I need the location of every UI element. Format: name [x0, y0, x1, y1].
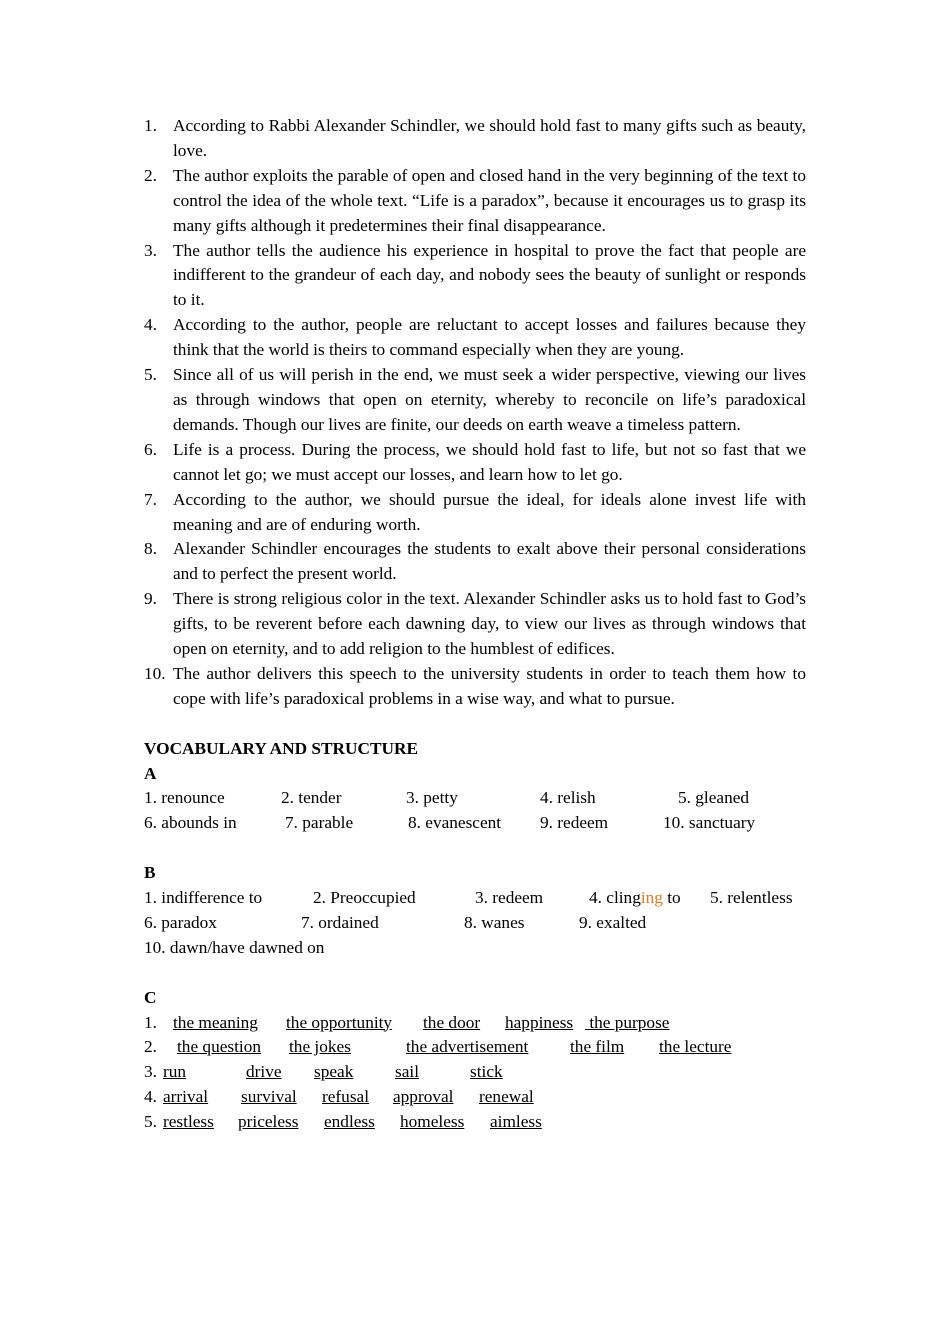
item-text: Alexander Schindler encourages the students to exalt above their personal considerations and to perfect the present world. [173, 539, 806, 584]
item-text: The author delivers this speech to the university students in order to teach them how to cope with life’s paradoxical problems in a wise way, and what to pursue. [173, 663, 806, 708]
vocab-item: 10. sanctuary [663, 813, 756, 833]
phrase-item: arrival [163, 1087, 209, 1107]
part-c-row-1 [144, 1011, 806, 1036]
list-item [144, 438, 806, 488]
vocab-item: 6. abounds in [144, 813, 237, 833]
item-text: The author tells the audience his experience in hospital to prove the fact that people are indifferent to the grandeur of each day, and nobody sees the beauty of sunlight or responds to it. [173, 240, 806, 310]
vocab-item: 8. wanes [464, 912, 525, 932]
item-number: 8. [144, 539, 157, 559]
phrase-item: aimless [490, 1112, 542, 1132]
vocab-item: 6. paradox [144, 912, 217, 932]
part-b-row-2 [144, 911, 806, 936]
vocab-item: 8. evanescent [408, 813, 502, 833]
vocab-item: 3. petty [406, 788, 458, 808]
item-text: According to the author, people are reluctant to accept losses and failures because they think that the world is theirs to command especially when they are young. [173, 315, 806, 360]
phrase-item: the lecture [659, 1037, 732, 1057]
phrase-item: the opportunity [286, 1012, 393, 1032]
part-c-row-5 [144, 1110, 806, 1135]
vocab-item-tail: to [662, 888, 681, 908]
list-item [144, 587, 806, 662]
part-c-row-2 [144, 1035, 806, 1060]
vocab-item: 9. exalted [579, 912, 647, 932]
item-number: 1. [144, 116, 157, 135]
phrase-item: the door [423, 1012, 481, 1032]
phrase-item: the purpose [585, 1012, 670, 1032]
phrase-item: restless [163, 1112, 214, 1132]
vocab-item: 1. indifference to [144, 888, 263, 908]
row-number: 3. [144, 1062, 157, 1082]
phrase-item: the advertisement [406, 1037, 529, 1057]
list-item [144, 488, 806, 538]
item-text: Since all of us will perish in the end, we must seek a wider perspective, viewing our lives as through windows that open on eternity, whereby to reconcile on life’s paradoxical demands. Though our lives are finite, our deeds on earth weave a timeless pattern. [173, 365, 806, 434]
item-text: According to the author, we should pursue the ideal, for ideals alone invest life with meaning and are of enduring worth. [173, 489, 806, 534]
row-number: 4. [144, 1087, 157, 1107]
row-number: 2. [144, 1037, 157, 1057]
vocab-item: 10. dawn/have dawned on [144, 937, 325, 957]
vocab-item: 9. redeem [540, 813, 609, 833]
list-item [144, 313, 806, 363]
list-item [144, 363, 806, 438]
vocab-item: 2. tender [281, 788, 342, 808]
document-page [144, 114, 806, 1135]
row-number: 5. [144, 1112, 157, 1132]
list-item [144, 164, 806, 239]
part-a-row-2 [144, 811, 806, 836]
phrase-item: approval [393, 1087, 454, 1107]
item-text: The author exploits the parable of open and closed hand in the very beginning of the text to control the idea of the whole text. “Life is a paradox”, because it encourages us to grasp its many gifts although it predetermines their final disappearance. [173, 165, 806, 235]
item-number: 7. [144, 489, 157, 509]
phrase-item: stick [470, 1062, 503, 1082]
vocab-item: 2. Preoccupied [313, 888, 416, 908]
phrase-item: sail [395, 1062, 419, 1082]
item-number: 3. [144, 240, 157, 260]
part-c-row-3 [144, 1060, 806, 1085]
item-number: 6. [144, 439, 157, 459]
vocab-item: 4. relish [540, 788, 596, 808]
part-c-label: C [144, 987, 157, 1007]
item-number: 10. [144, 663, 166, 683]
vocab-item: 7. parable [285, 813, 354, 833]
list-item [144, 239, 806, 314]
list-item [144, 537, 806, 587]
part-c-row-4 [144, 1085, 806, 1110]
phrase-item: homeless [400, 1112, 465, 1132]
phrase-item: priceless [238, 1112, 299, 1132]
phrase-item: endless [324, 1112, 375, 1132]
highlighted-suffix: ing [640, 888, 663, 908]
phrase-item: the film [570, 1037, 625, 1057]
item-number: 5. [144, 365, 157, 385]
item-text: Life is a process. During the process, we should hold fast to life, but not so fast that we cannot let go; we must accept our losses, and learn how to let go. [173, 439, 806, 484]
section-heading: VOCABULARY AND STRUCTURE [144, 738, 418, 758]
vocab-item: 7. ordained [301, 912, 379, 932]
phrase-item: run [163, 1062, 187, 1082]
item-number: 9. [144, 589, 157, 609]
phrase-item: speak [314, 1062, 354, 1082]
vocab-item: 3. redeem [475, 888, 544, 908]
item-text: There is strong religious color in the text. Alexander Schindler asks us to hold fast to God’s gifts, to be reverent before each dawning day, to view our lives as through windows that open on eternity, and to add religion to the humblest of edifices. [173, 589, 806, 659]
phrase-item: the meaning [173, 1012, 258, 1032]
vocab-item: 1. renounce [144, 788, 225, 808]
vocab-item: 5. relentless [710, 888, 793, 908]
item-number: 2. [144, 165, 157, 185]
phrase-item: the question [177, 1037, 261, 1057]
phrase-item: happiness [505, 1012, 574, 1032]
phrase-item: survival [241, 1087, 297, 1107]
phrase-item: refusal [322, 1087, 370, 1107]
item-number: 4. [144, 315, 157, 335]
part-b-label: B [144, 863, 156, 883]
phrase-item: the jokes [289, 1037, 351, 1057]
vocab-item: 5. gleaned [678, 788, 750, 808]
vocab-item [589, 886, 681, 911]
part-a-label: A [144, 763, 157, 783]
list-item [144, 662, 806, 712]
vocab-item-stem: 4. cling [589, 888, 641, 908]
list-item [144, 114, 806, 164]
part-b-row-1 [144, 886, 806, 911]
answers-list [144, 114, 806, 712]
part-b-row-3 [144, 936, 806, 961]
part-a-row-1 [144, 786, 806, 811]
phrase-item: drive [246, 1062, 282, 1082]
phrase-item: renewal [479, 1087, 534, 1107]
item-text: According to Rabbi Alexander Schindler, we should hold fast to many gifts such as beauty, love. [173, 116, 806, 160]
row-number: 1. [144, 1012, 157, 1032]
